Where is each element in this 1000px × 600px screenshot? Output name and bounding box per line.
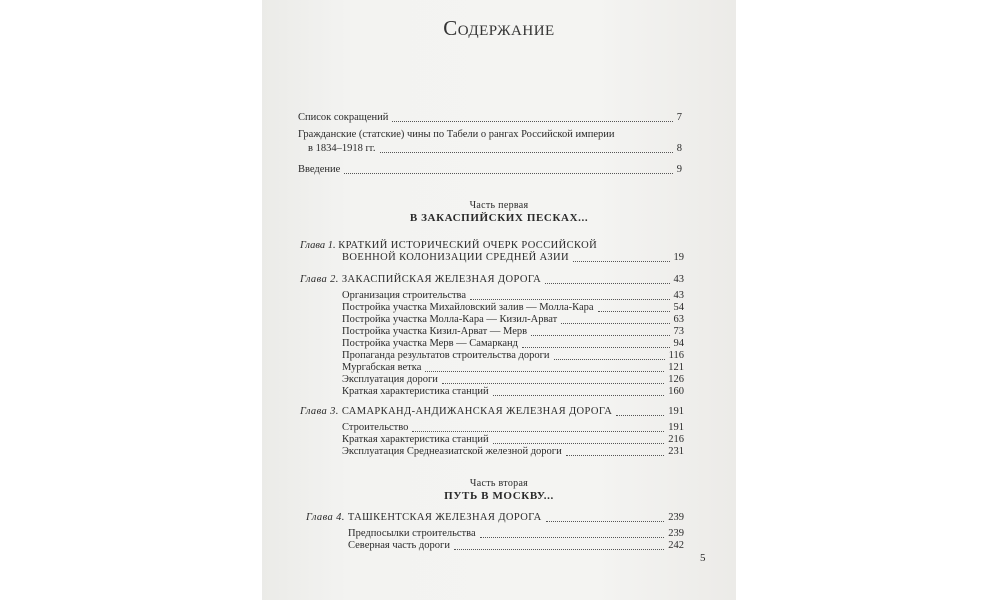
chapter-prefix: Глава 2. xyxy=(300,274,339,285)
section-label: Постройка участка Михайловский залив — Молла-Кара xyxy=(342,302,594,313)
leader-dots xyxy=(412,431,664,432)
leader-dots xyxy=(442,383,664,384)
section-label: Эксплуатация дороги xyxy=(342,374,438,385)
leader-dots xyxy=(545,283,669,284)
leader-dots xyxy=(493,443,665,444)
leader-dots xyxy=(546,521,665,522)
section-entry xyxy=(342,326,684,338)
chapter-title-line2: ВОЕННОЙ КОЛОНИЗАЦИИ СРЕДНЕЙ АЗИИ xyxy=(342,252,570,263)
section-page: 43 xyxy=(673,290,684,301)
section-entry xyxy=(342,314,684,326)
chapter-page: 191 xyxy=(668,406,684,417)
leader-dots xyxy=(566,455,665,456)
section-label: Постройка участка Кизил-Арват — Мерв xyxy=(342,326,528,337)
section-page: 63 xyxy=(673,314,684,325)
section-entry xyxy=(342,422,684,434)
section-page: 94 xyxy=(673,338,684,349)
section-label: Краткая характеристика станций xyxy=(342,386,489,397)
section-page: 216 xyxy=(668,434,684,445)
leader-dots xyxy=(425,371,664,372)
section-label: Постройка участка Мерв — Самарканд xyxy=(342,338,519,349)
leader-dots xyxy=(522,347,669,348)
toc-entry-label: Введение xyxy=(298,164,341,175)
toc-entry-page: 9 xyxy=(676,164,682,175)
section-label: Предпосылки строительства xyxy=(348,528,476,539)
chapter-title xyxy=(300,406,612,418)
section-label: Постройка участка Молла-Кара — Кизил-Арват xyxy=(342,314,558,325)
section-page: 121 xyxy=(668,362,684,373)
section-entry xyxy=(348,528,684,540)
part-label: Часть первая xyxy=(469,200,529,211)
chapter-entry xyxy=(300,406,684,418)
toc-entry-page: 7 xyxy=(676,112,682,123)
leader-dots xyxy=(454,549,664,550)
chapter-prefix: Глава 1. xyxy=(300,240,336,251)
chapter-page: 19 xyxy=(673,252,684,263)
section-entry xyxy=(342,374,684,386)
section-entry xyxy=(342,386,684,398)
section-entry xyxy=(342,362,684,374)
section-label: Краткая характеристика станций xyxy=(342,434,489,445)
chapter-entry xyxy=(306,512,684,524)
toc-entry xyxy=(308,143,682,155)
section-page: 160 xyxy=(668,386,684,397)
chapter-page: 43 xyxy=(673,274,684,285)
section-entry xyxy=(342,446,684,458)
chapter-title-text: САМАРКАНД-АНДИЖАНСКАЯ ЖЕЛЕЗНАЯ ДОРОГА xyxy=(341,406,613,417)
book-page xyxy=(262,0,736,600)
page-number: 5 xyxy=(700,552,706,564)
section-page: 242 xyxy=(668,540,684,551)
page-title: Содержание xyxy=(443,16,555,40)
section-page: 126 xyxy=(668,374,684,385)
part-title: ПУТЬ В МОСКВУ... xyxy=(444,490,554,502)
leader-dots xyxy=(380,152,673,153)
chapter-title-text: ЗАКАСПИЙСКАЯ ЖЕЛЕЗНАЯ ДОРОГА xyxy=(341,274,542,285)
leader-dots xyxy=(531,335,669,336)
leader-dots xyxy=(344,173,672,174)
section-label: Пропаганда результатов строительства дороги xyxy=(342,350,550,361)
toc-entry-page: 8 xyxy=(676,143,682,154)
section-entry xyxy=(342,338,684,350)
leader-dots xyxy=(493,395,665,396)
section-entry xyxy=(342,290,684,302)
leader-dots xyxy=(554,359,665,360)
toc-entry-label-line2: в 1834–1918 гг. xyxy=(308,143,376,154)
part-title: В ЗАКАСПИЙСКИХ ПЕСКАХ... xyxy=(409,212,589,224)
section-label: Мургабская ветка xyxy=(342,362,422,373)
section-entry xyxy=(348,540,684,552)
leader-dots xyxy=(470,299,669,300)
section-entry xyxy=(342,350,684,362)
part-label: Часть вторая xyxy=(469,478,529,489)
section-label: Организация строительства xyxy=(342,290,467,301)
section-page: 239 xyxy=(668,528,684,539)
leader-dots xyxy=(561,323,669,324)
section-label: Северная часть дороги xyxy=(348,540,450,551)
leader-dots xyxy=(598,311,670,312)
section-entry xyxy=(342,434,684,446)
chapter-page: 239 xyxy=(668,512,684,523)
leader-dots xyxy=(392,121,672,122)
chapter-prefix: Глава 4. xyxy=(306,512,345,523)
chapter-heading-line1 xyxy=(300,240,597,252)
chapter-prefix: Глава 3. xyxy=(300,406,339,417)
section-page: 54 xyxy=(673,302,684,313)
chapter-entry xyxy=(342,252,684,264)
section-page: 191 xyxy=(668,422,684,433)
chapter-title xyxy=(306,512,542,524)
toc-entry xyxy=(298,164,682,176)
leader-dots xyxy=(480,537,665,538)
section-label: Строительство xyxy=(342,422,409,433)
section-page: 116 xyxy=(668,350,684,361)
chapter-title xyxy=(300,274,541,286)
toc-entry-label: Список сокращений xyxy=(298,112,389,123)
section-page: 231 xyxy=(668,446,684,457)
chapter-title-line1: КРАТКИЙ ИСТОРИЧЕСКИЙ ОЧЕРК РОССИЙСКОЙ xyxy=(338,240,598,251)
section-label: Эксплуатация Среднеазиатской железной дороги xyxy=(342,446,562,457)
toc-entry xyxy=(298,112,682,124)
toc-entry-label-line1: Гражданские (статские) чины по Табели о рангах Российской империи xyxy=(298,129,615,140)
leader-dots xyxy=(616,415,664,416)
leader-dots xyxy=(573,261,669,262)
section-entry xyxy=(342,302,684,314)
chapter-entry xyxy=(300,274,684,286)
section-page: 73 xyxy=(673,326,684,337)
chapter-title-text: ТАШКЕНТСКАЯ ЖЕЛЕЗНАЯ ДОРОГА xyxy=(347,512,542,523)
